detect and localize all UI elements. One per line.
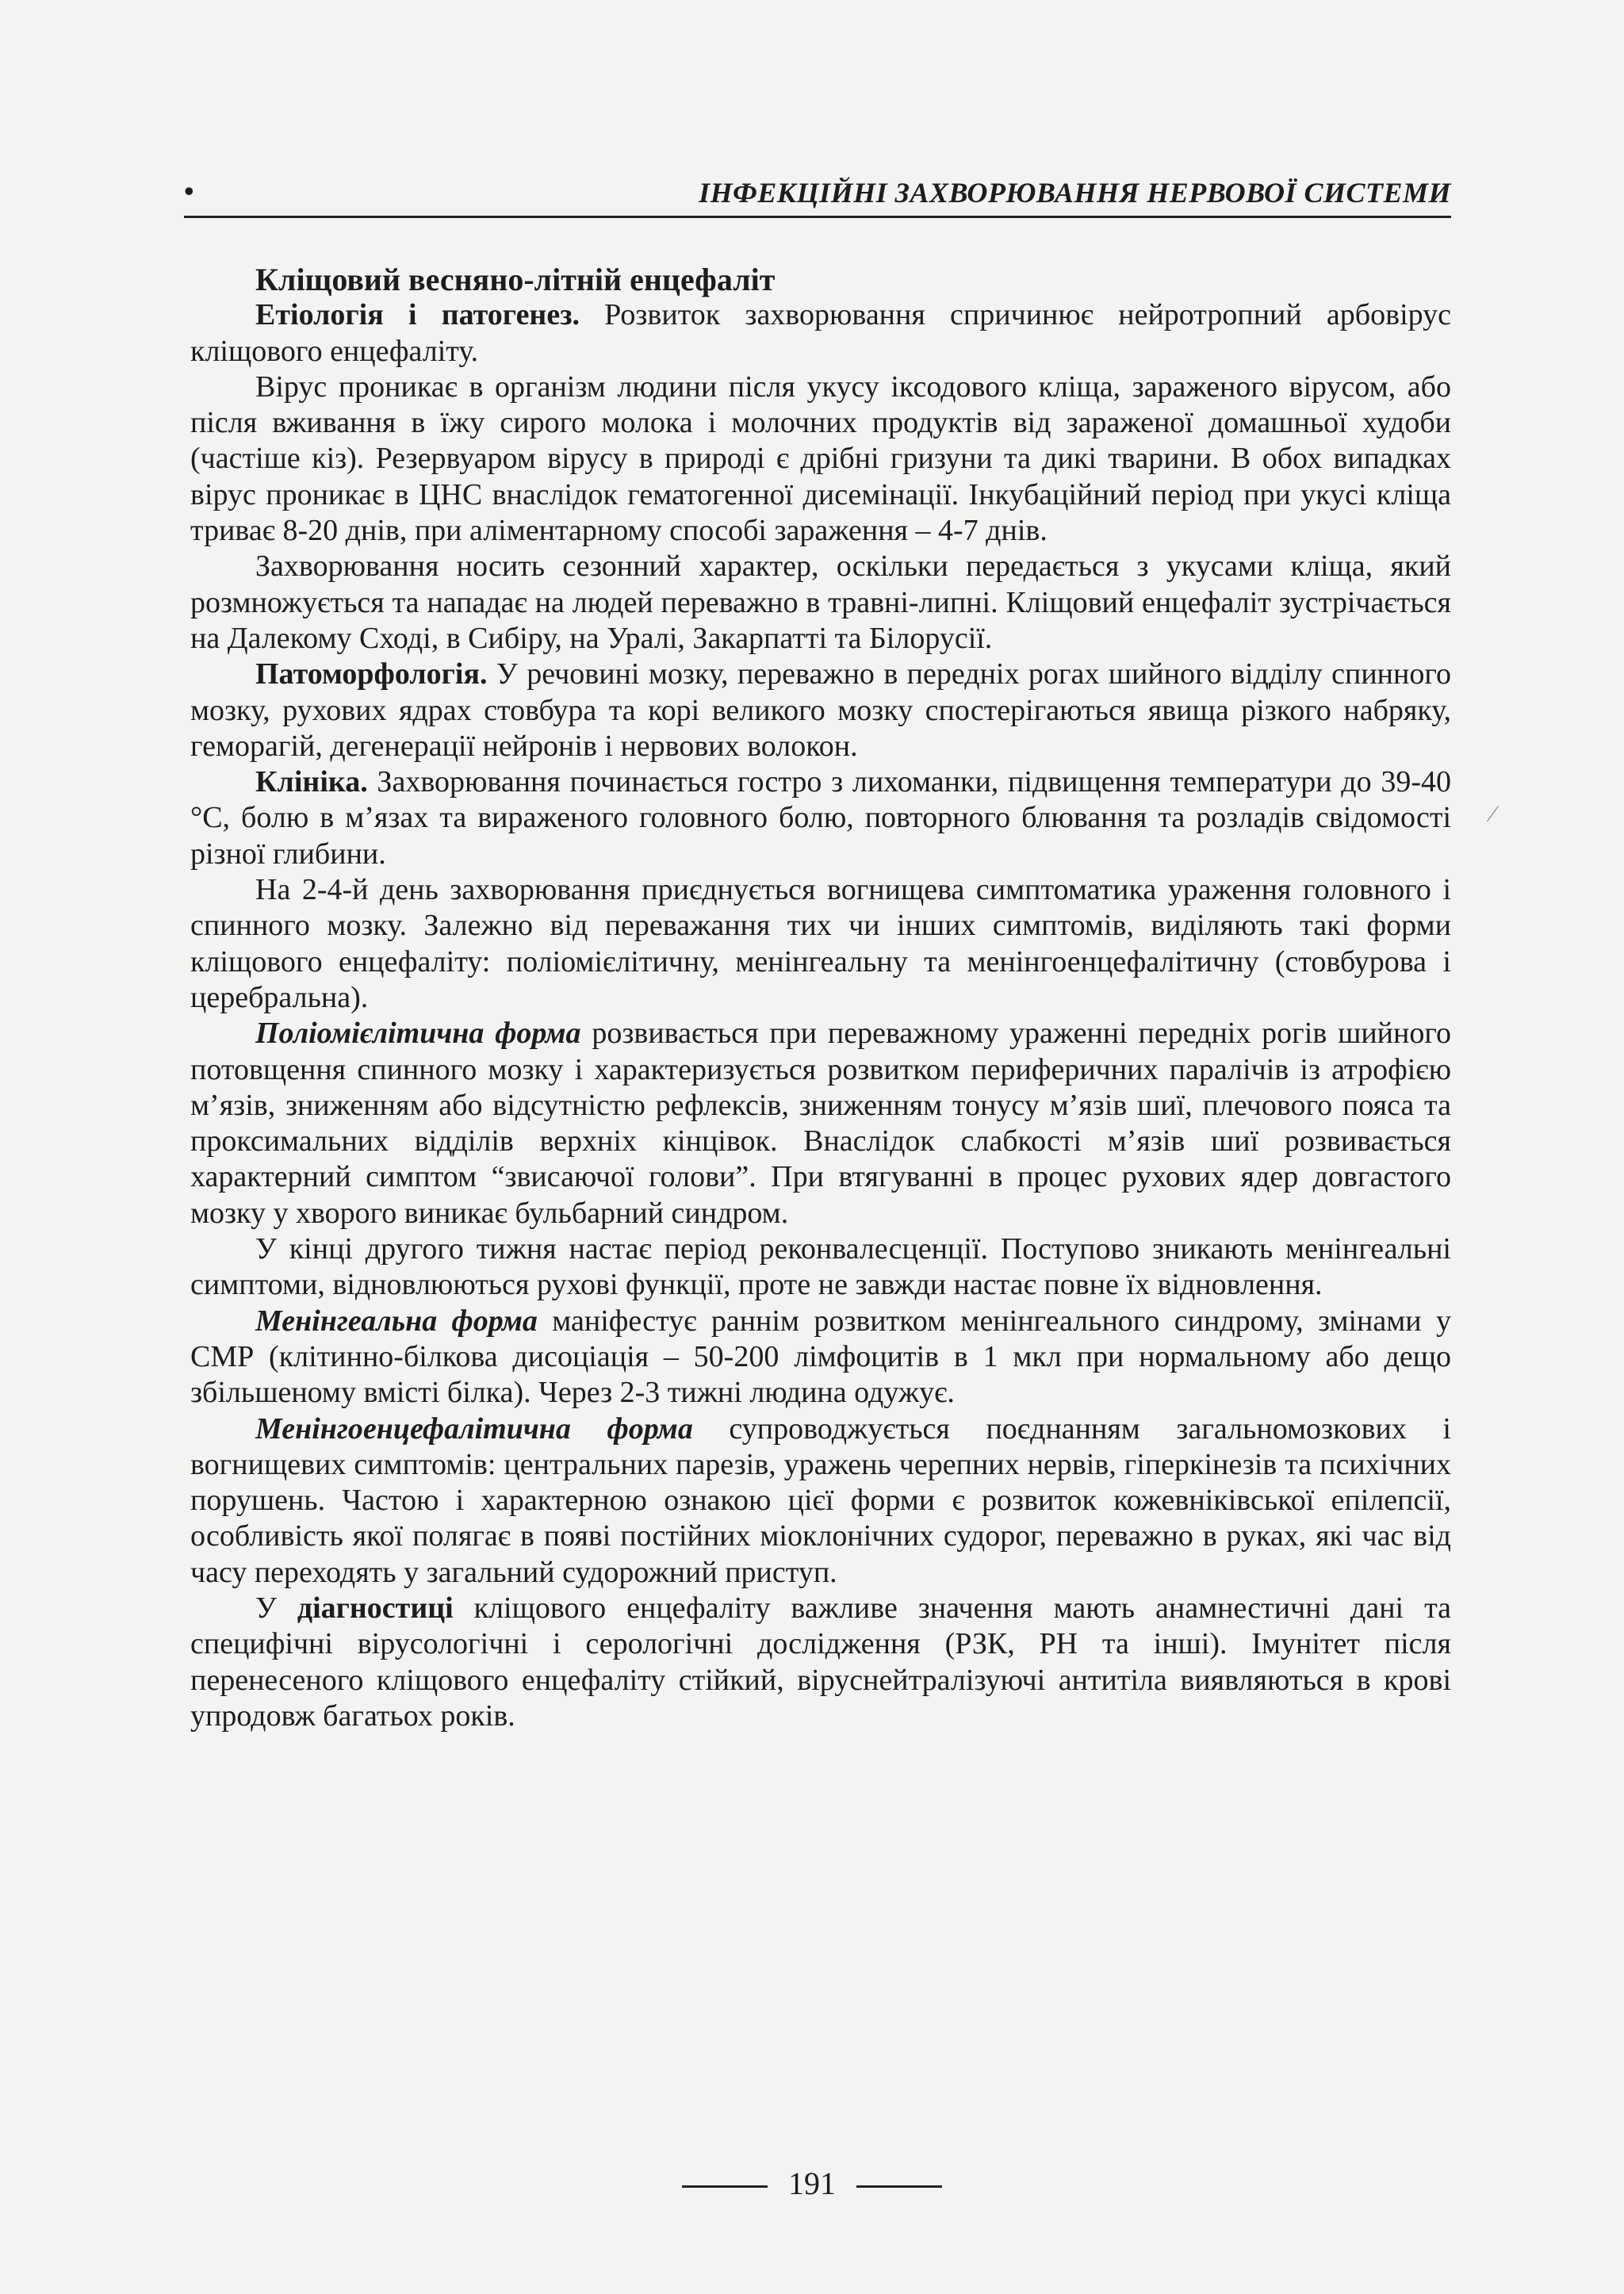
paragraph-meningoencephalitic-form: [190, 1411, 1451, 1591]
diagnostics-label: діагностиці: [297, 1591, 454, 1625]
pathomorphology-label: Патоморфологія.: [255, 657, 488, 691]
paragraph-forms: На 2-4-й день захворювання приєднується вогнищева симптоматика ураження головного і спинного мозку. Залежно від переважання тих чи інших симптомів, виділяють такі форми кліщового енцефаліту: поліомієлітичну, менінгеальну та менінгоенцефалітичну (стовбурова і церебральна).: [190, 873, 1451, 1014]
page-body: [190, 262, 1451, 1734]
meningeal-form-label: Менінгеальна форма: [255, 1304, 538, 1338]
poliomyelitic-form-text: розвивається при переважному ураженні передніх рогів шийного потовщення спинного мозку і характеризується розвитком периферичних паралічів із атрофією м’язів, зниженням або відсутністю рефлексів, зниженням тонусу м’язів шиї, плечового пояса та проксимальних відділів верхніх кінцівок. Внаслідок слабкості м’язів шиї розвивається характерний симптом “звисаючої голови”. При втягуванні в процес рухових ядер довгастого мозку у хворого виникає бульбарний синдром.: [190, 1017, 1451, 1230]
meningoencephalitic-form-label: Менінгоенцефалітична форма: [255, 1411, 693, 1446]
footer-rule-left: [682, 2185, 768, 2188]
meningeal-form-text: маніфестує раннім розвитком менінгеального синдрому, змінами у СМР (клітинно-білкова дисоціація – 50-200 лімфоцитів в 1 мкл при нормальному або дещо збільшеному вмісті білка). Через 2-3 тижні людина одужує.: [190, 1304, 1451, 1410]
scan-mark: ⁄: [1491, 801, 1496, 827]
paragraph-poliomyelitic-form: [190, 1016, 1451, 1231]
paragraph-clinic: [190, 764, 1451, 872]
paragraph-diagnostics: [190, 1591, 1451, 1734]
header-bullet: •: [184, 175, 194, 207]
paragraph-etiology: [190, 297, 1451, 370]
section-title: Кліщовий весняно-літній енцефаліт: [255, 262, 776, 297]
footer-rule-right: [856, 2185, 942, 2188]
paragraph-reconvalescence: У кінці другого тижня настає період реконвалесценції. Поступово зникають менінгеальні симптоми, відновлюються рухові функції, проте не завжди настає повне їх відновлення.: [190, 1232, 1451, 1302]
running-header: [184, 173, 1451, 218]
paragraph-transmission: Вірус проникає в організм людини після укусу іксодового кліща, зараженого вірусом, або після вживання в їжу сирого молока і молочних продуктів від зараженої домашньої худоби (частіше кіз). Резервуаром вірусу в природі є дрібні гризуни та дикі тварини. В обох випадках вірус проникає в ЦНС внаслідок гематогенної дисемінації. Інкубаційний період при укусі кліща триває 8-20 днів, при аліментарному способі зараження – 4-7 днів.: [190, 370, 1451, 548]
poliomyelitic-form-label: Поліомієлітична форма: [255, 1017, 581, 1051]
page-footer: [0, 2165, 1624, 2202]
diagnostics-text: кліщового енцефаліту важливе значення мають анамнестичні дані та специфічні вірусологічні і серологічні дослідження (РЗК, РН та інші). Імунітет після перенесеного кліщового енцефаліту стійкий, віруснейтралізуючі антитіла виявляються в крові упродовж багатьох років.: [190, 1591, 1452, 1733]
clinic-label: Клініка.: [255, 765, 368, 799]
etiology-label: Етіологія і патогенез.: [255, 298, 580, 332]
diagnostics-pre: У: [255, 1591, 297, 1625]
paragraph-meningeal-form: [190, 1304, 1451, 1411]
etiology-text: Розвиток захворювання спричинює нейротропний арбовірус кліщового енцефаліту.: [190, 298, 1451, 368]
paragraph-seasonality: Захворювання носить сезонний характер, оскільки передається з укусами кліща, який розмножується та нападає на людей переважно в травні-липні. Кліщовий енцефаліт зустрічається на Далекому Сході, в Сибіру, на Уралі, Закарпатті та Білорусії.: [190, 550, 1451, 655]
meningoencephalitic-form-text: супроводжується поєднанням загальномозкових і вогнищевих симптомів: центральних парезів, уражень черепних нервів, гіперкінезів та психічних порушень. Частою і характерною ознакою цієї форми є розвиток кожевніківської епілепсії, особливість якої полягає в появі постійних міоклонічних судорог, переважно в руках, які час від часу переходять у загальний судорожний приступ.: [190, 1411, 1451, 1589]
pathomorphology-text: У речовині мозку, переважно в передніх рогах шийного відділу спинного мозку, рухових ядрах стовбура та корі великого мозку спостерігаються явища різкого набряку, геморагій, дегенерації нейронів і нервових волокон.: [190, 657, 1451, 763]
header-title: ІНФЕКЦІЙНІ ЗАХВОРЮВАННЯ НЕРВОВОЇ СИСТЕМИ: [699, 177, 1451, 209]
clinic-text: Захворювання починається гостро з лихоманки, підвищення температури до 39-40 °С, болю в м’язах та вираженого головного болю, повторного блювання та розладів свідомості різної глибини.: [190, 765, 1451, 871]
page-number: 191: [788, 2166, 836, 2201]
paragraph-pathomorphology: [190, 657, 1451, 764]
